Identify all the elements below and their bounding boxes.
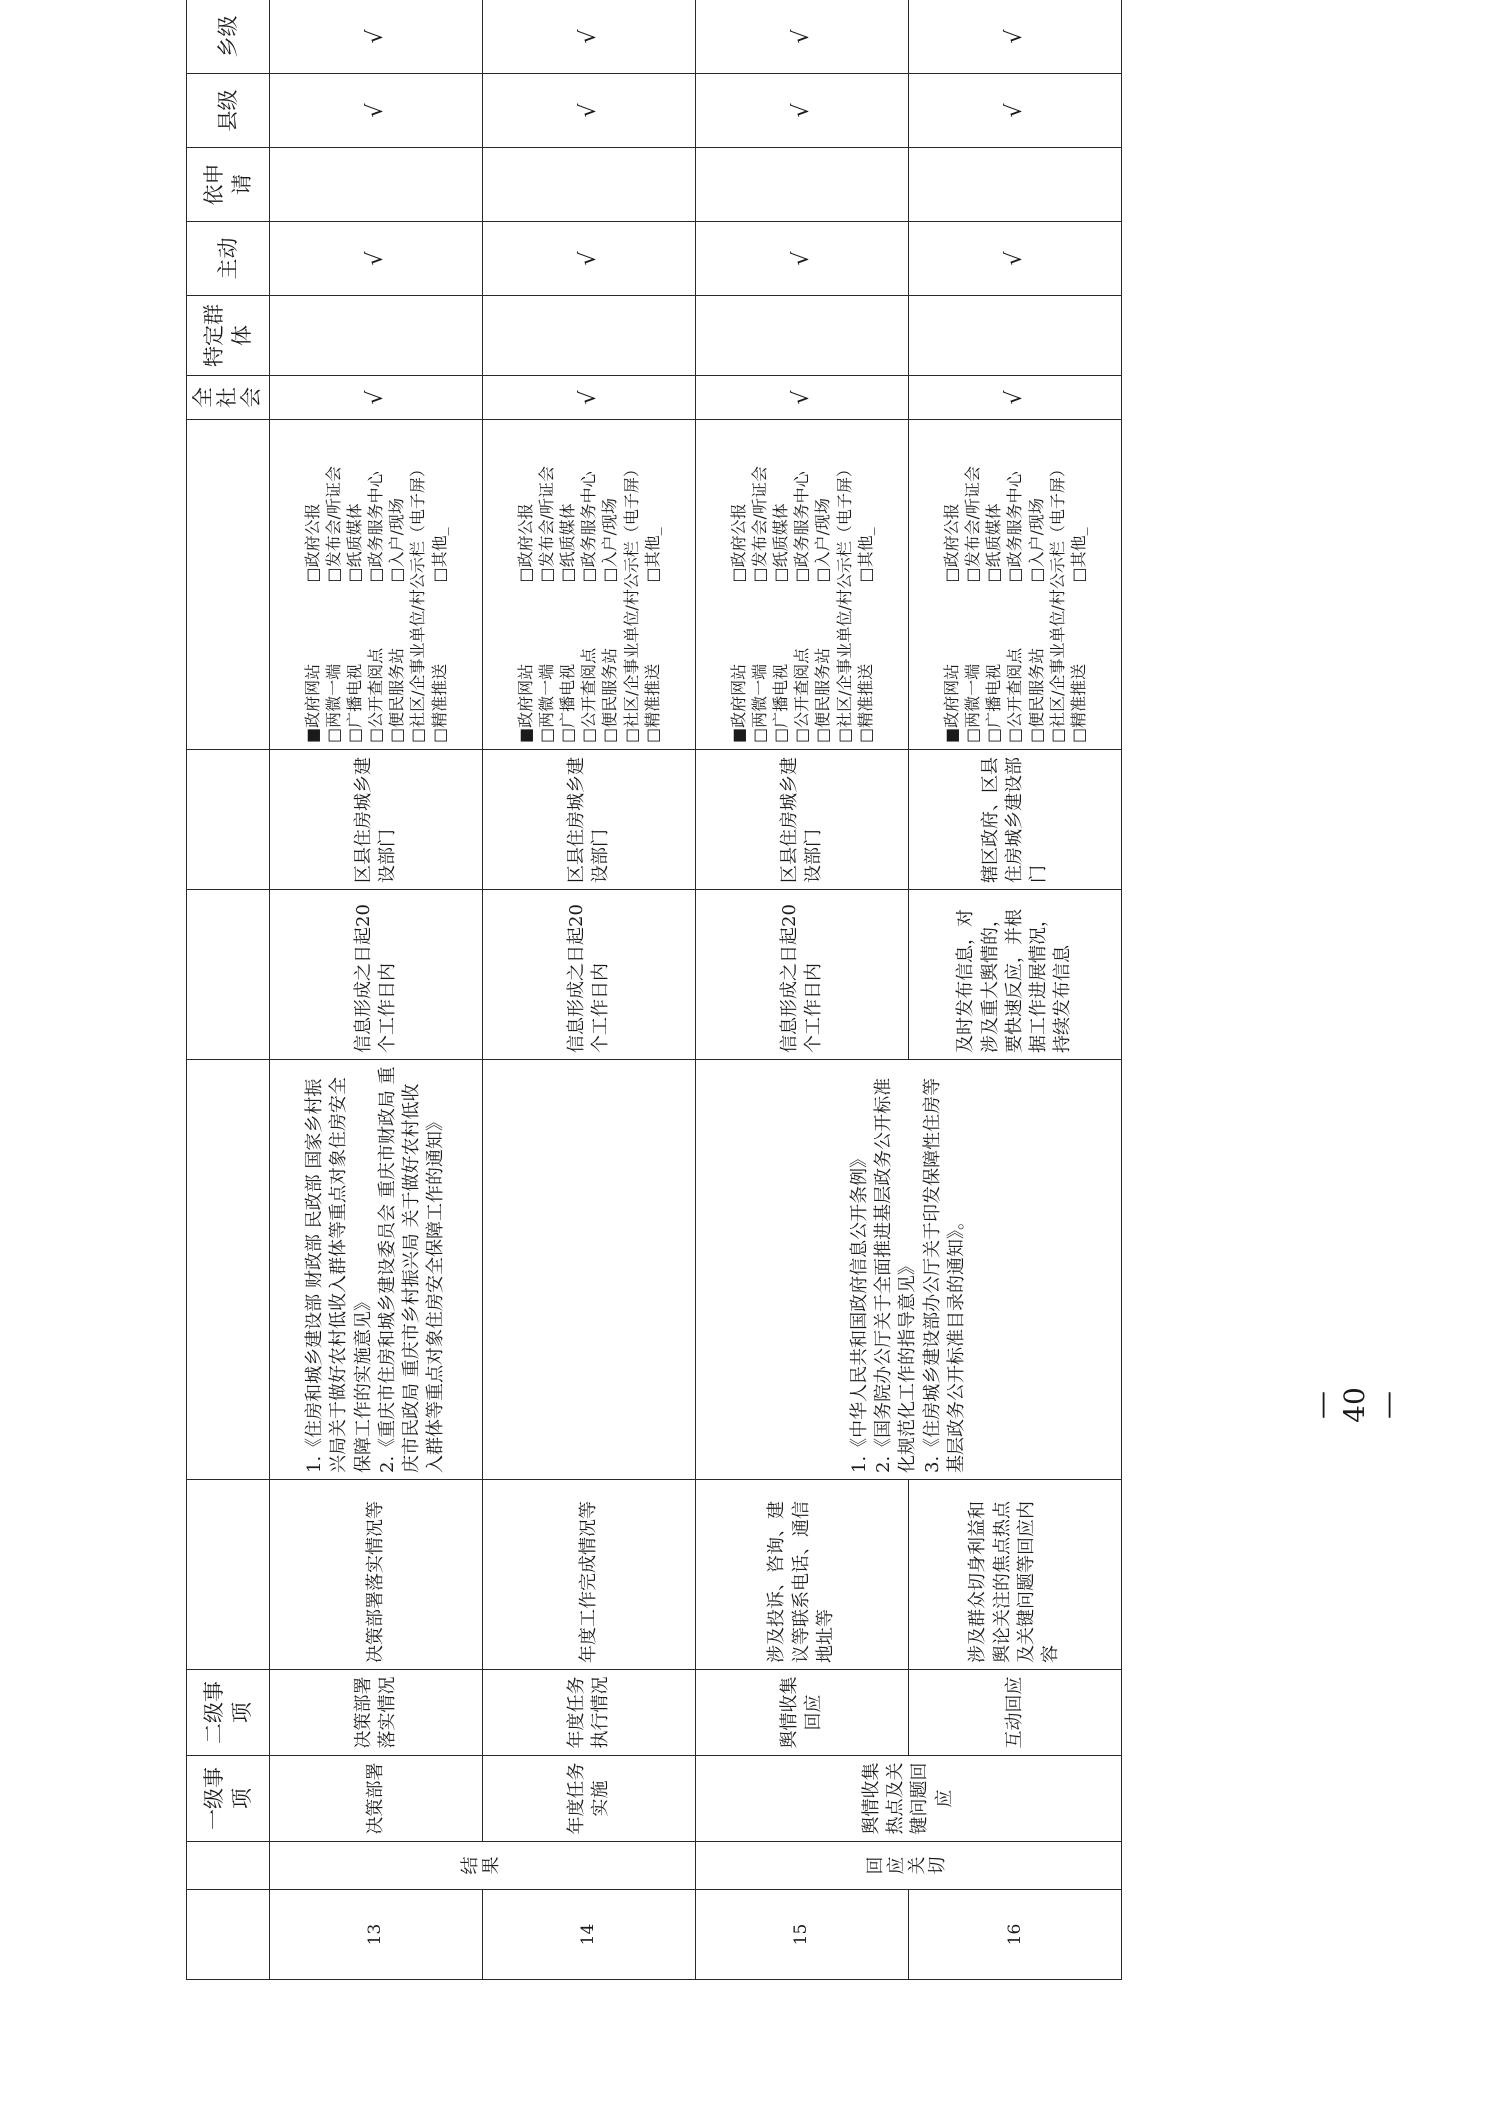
channel-option: □精准推送	[642, 663, 662, 743]
channel-option: □纸质媒体	[984, 503, 1004, 583]
seq-cell: 14	[482, 1890, 695, 1980]
township-check: √	[908, 0, 1121, 74]
header-time-limit	[187, 890, 270, 1060]
channel-option: □社区/企事业单位/村公示栏（电子屏）	[1047, 461, 1067, 743]
basis-item: 2.《国务院办公厅关于全面推进基层政务公开标准化规范化工作的指导意见》	[873, 1077, 919, 1473]
basis-cell	[482, 1060, 695, 1480]
channel-option: □政务服务中心	[1005, 471, 1025, 583]
channel-option: □政务服务中心	[366, 471, 386, 583]
whole-society-check: √	[269, 376, 482, 420]
header-content	[187, 1480, 270, 1670]
specific-groups-cell	[269, 296, 482, 376]
channel-option: □社区/企事业单位/村公示栏（电子屏）	[834, 461, 854, 743]
channel-option: □公开查阅点	[792, 647, 812, 743]
on-request-cell	[908, 148, 1121, 222]
channel-option: □便民服务站	[813, 647, 833, 743]
channel-option: □纸质媒体	[558, 503, 578, 583]
on-request-cell	[482, 148, 695, 222]
channel-option: ■政府网站	[515, 663, 535, 743]
level1-cell: 年度任务实施	[482, 1756, 695, 1842]
specific-groups-cell	[908, 296, 1121, 376]
time-limit-cell: 信息形成之日起20个工作日内	[482, 890, 695, 1060]
county-check: √	[695, 74, 908, 148]
header-specific-groups: 特定群体	[187, 296, 270, 376]
channel-option: □其他_	[1068, 527, 1088, 583]
level1-cell: 舆情收集热点及关键问题回应	[695, 1756, 1121, 1842]
content-cell: 涉及群众切身利益和舆论关注的焦点热点及关键问题等回应内容	[908, 1480, 1121, 1670]
subject-cell: 区县住房城乡建设部门	[269, 750, 482, 890]
channel-option: □纸质媒体	[345, 503, 365, 583]
subject-cell: 区县住房城乡建设部门	[695, 750, 908, 890]
active-check: √	[695, 222, 908, 296]
township-check: √	[482, 0, 695, 74]
basis-item: 1.《中华人民共和国政府信息公开条例》	[848, 1149, 870, 1473]
level2-cell: 决策部署落实情况	[269, 1670, 482, 1756]
subject-cell: 区县住房城乡建设部门	[482, 750, 695, 890]
page-number: — 40 —	[1305, 1387, 1404, 1423]
channel-option: □两微一端	[324, 663, 344, 743]
level2-cell: 互动回应	[908, 1670, 1121, 1756]
specific-groups-cell	[482, 296, 695, 376]
channel-option: □广播电视	[345, 663, 365, 743]
basis-item: 3.《住房城乡建设部办公厅关于印发保障性住房等基层政务公开标准目录的通知》。	[921, 1077, 967, 1473]
channel-option: □纸质媒体	[771, 503, 791, 583]
header-channel	[187, 420, 270, 750]
on-request-cell	[695, 148, 908, 222]
active-check: √	[482, 222, 695, 296]
channel-option: □政务服务中心	[792, 471, 812, 583]
channel-option: □便民服务站	[387, 647, 407, 743]
channel-option: □发布会/听证会	[537, 465, 557, 583]
channel-option: □发布会/听证会	[324, 465, 344, 583]
county-check: √	[269, 74, 482, 148]
channel-option: □两微一端	[750, 663, 770, 743]
channel-option: □两微一端	[537, 663, 557, 743]
channel-option: ■政府网站	[729, 663, 749, 743]
header-whole-society: 全社会	[187, 376, 270, 420]
channel-cell	[269, 420, 482, 750]
header-basis	[187, 1060, 270, 1480]
township-check: √	[269, 0, 482, 74]
specific-groups-cell	[695, 296, 908, 376]
channel-option: ■政府网站	[302, 663, 322, 743]
level2-cell: 舆情收集回应	[695, 1670, 908, 1756]
level1-cell: 决策部署	[269, 1756, 482, 1842]
header-seq	[187, 1890, 270, 1980]
channel-option: □发布会/听证会	[750, 465, 770, 583]
channel-option: □广播电视	[984, 663, 1004, 743]
channel-option: □精准推送	[1068, 663, 1088, 743]
channel-option: □政府公报	[942, 503, 962, 583]
channel-option: □政府公报	[302, 503, 322, 583]
channel-option: □两微一端	[963, 663, 983, 743]
content-cell: 涉及投诉、咨询、建议等联系电话、通信地址等	[695, 1480, 908, 1670]
header-county: 县级	[187, 74, 270, 148]
channel-option: □入户/现场	[387, 497, 407, 583]
channel-option: □入户/现场	[1026, 497, 1046, 583]
channel-option: □其他_	[429, 527, 449, 583]
channel-option: □入户/现场	[600, 497, 620, 583]
header-on-request: 依申请	[187, 148, 270, 222]
channel-option: □政府公报	[729, 503, 749, 583]
seq-cell: 13	[269, 1890, 482, 1980]
level2-cell: 年度任务执行情况	[482, 1670, 695, 1756]
channel-option: □其他_	[855, 527, 875, 583]
group-label-result: 结果	[269, 1842, 695, 1890]
channel-cell	[482, 420, 695, 750]
whole-society-check: √	[908, 376, 1121, 420]
whole-society-check: √	[482, 376, 695, 420]
header-active: 主动	[187, 222, 270, 296]
disclosure-standard-table	[186, 0, 1122, 1980]
seq-cell: 15	[695, 1890, 908, 1980]
whole-society-check: √	[695, 376, 908, 420]
table-row	[269, 0, 482, 1980]
channel-option: □政务服务中心	[579, 471, 599, 583]
header-township: 乡级	[187, 0, 270, 74]
township-check: √	[695, 0, 908, 74]
rotated-table-container	[186, 15, 1122, 1980]
seq-cell: 16	[908, 1890, 1121, 1980]
channel-option: □发布会/听证会	[963, 465, 983, 583]
header-level2: 二级事项	[187, 1670, 270, 1756]
content-cell: 年度工作完成情况等	[482, 1480, 695, 1670]
time-limit-cell: 及时发布信息，对涉及重大舆情的，要快速反应，并根据工作进展情况，持续发布信息	[908, 890, 1121, 1060]
table-row	[482, 0, 695, 1980]
basis-item: 1.《住房和城乡建设部 财政部 民政部 国家乡村振兴局关于做好农村低收入群体等重点对象住房安全保障工作的实施意见》	[303, 1077, 374, 1473]
channel-cell	[695, 420, 908, 750]
header-row	[187, 0, 270, 1980]
channel-option: □社区/企事业单位/村公示栏（电子屏）	[621, 461, 641, 743]
channel-option: □社区/企事业单位/村公示栏（电子屏）	[408, 461, 428, 743]
channel-option: □公开查阅点	[1005, 647, 1025, 743]
header-subject	[187, 750, 270, 890]
group-label-response: 回应关切	[695, 1842, 1121, 1890]
table-row	[695, 0, 908, 1980]
header-level1: 一级事项	[187, 1756, 270, 1842]
basis-cell	[269, 1060, 482, 1480]
basis-item: 2.《重庆市住房和城乡建设委员会 重庆市财政局 重庆市民政局 重庆市乡村振兴局 关于做好农村低收入群体等重点对象住房安全保障工作的通知》	[376, 1066, 447, 1473]
channel-option: □公开查阅点	[366, 647, 386, 743]
active-check: √	[269, 222, 482, 296]
channel-option: □政府公报	[515, 503, 535, 583]
county-check: √	[482, 74, 695, 148]
table-row	[908, 0, 1121, 1980]
channel-option: □广播电视	[771, 663, 791, 743]
active-check: √	[908, 222, 1121, 296]
channel-option: □入户/现场	[813, 497, 833, 583]
county-check: √	[908, 74, 1121, 148]
subject-cell: 辖区政府、区县住房城乡建设部门	[908, 750, 1121, 890]
channel-option: □精准推送	[855, 663, 875, 743]
channel-option: □广播电视	[558, 663, 578, 743]
basis-cell	[695, 1060, 1121, 1480]
channel-cell	[908, 420, 1121, 750]
time-limit-cell: 信息形成之日起20个工作日内	[695, 890, 908, 1060]
channel-option: □便民服务站	[1026, 647, 1046, 743]
on-request-cell	[269, 148, 482, 222]
channel-option: □便民服务站	[600, 647, 620, 743]
channel-option: □精准推送	[429, 663, 449, 743]
content-cell: 决策部署落实情况等	[269, 1480, 482, 1670]
channel-option: □其他_	[642, 527, 662, 583]
header-group	[187, 1842, 270, 1890]
time-limit-cell: 信息形成之日起20个工作日内	[269, 890, 482, 1060]
channel-option: □公开查阅点	[579, 647, 599, 743]
channel-option: ■政府网站	[942, 663, 962, 743]
